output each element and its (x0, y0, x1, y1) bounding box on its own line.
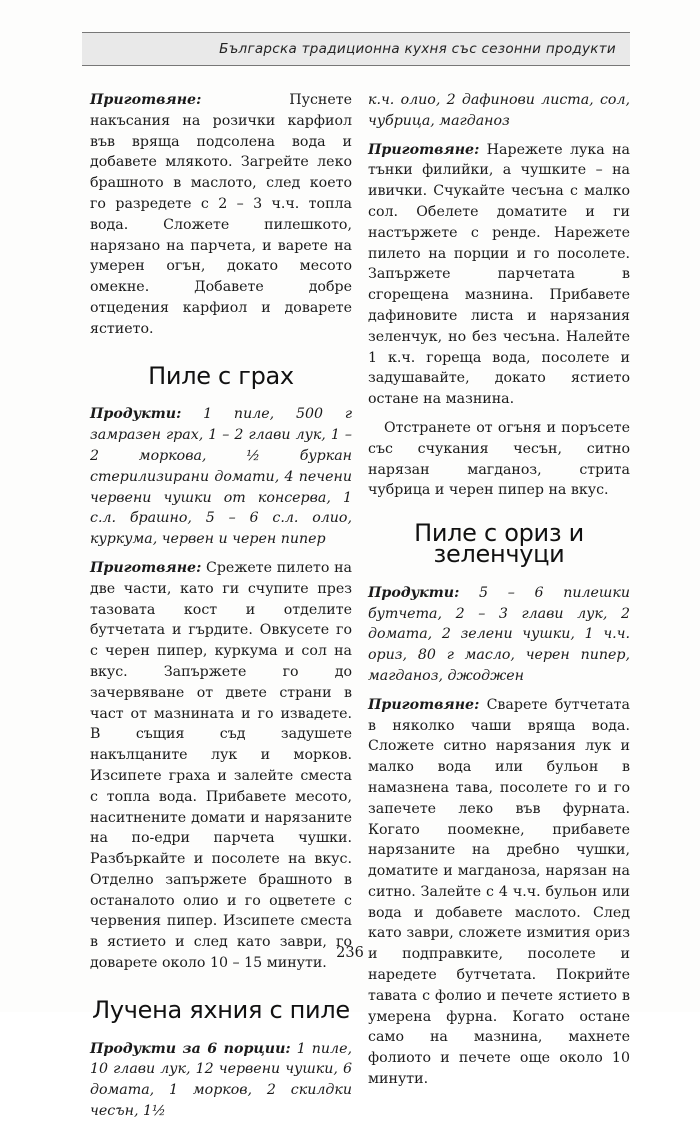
prep-label: Приготвяне: (90, 559, 202, 576)
prep-label: Приготвяне: (368, 141, 480, 158)
prep-label: Приготвяне: (368, 696, 480, 713)
header-title: Българска традиционна кухня със сезонни продукти (219, 41, 616, 57)
page-number: 236 (336, 945, 364, 961)
ingredients-label: Продукти: (368, 584, 460, 601)
prep-label: Приготвяне: (90, 92, 202, 108)
prep-paragraph-2: Отстранете от огъня и поръсете със счукания чесън, ситно нарязан магданоз, стрита чубрица и черен пипер на вкус. (368, 419, 630, 499)
ingredients-paragraph (90, 1039, 352, 1122)
ingredients-text: 1 пиле, 500 г замразен грах, 1 – 2 глави лук, 1 – 2 моркова, ½ буркан стерилизирани домати, 4 печени червени чушки от консерва, 1 с.л. брашно, 5 – 6 с.л. олио, куркума, червен и черен пипер (90, 406, 352, 548)
prep-paragraph-continued (90, 90, 352, 340)
prep-paragraph (368, 140, 630, 410)
ingredients-label: Продукти за 6 порции: (90, 1040, 291, 1057)
ingredients-paragraph (368, 583, 630, 687)
recipe-title-onion-stew: Лучена яхния с пиле (92, 995, 350, 1024)
prep-text: Сварете бутчетата в няколко чаши вряща вода. Сложете ситно нарязания лук и малко вода или бульон в намазнена тава, посолете го и го запечете леко във фурната. Когато поомекне, прибавете нарязаните на дребно чушки, доматите и магданоза, нарязан на ситно. Залейте с 4 ч.ч. бульон или вода и добавете маслото. След като заври, сложете измития ориз и подправките, посолете и наредете бутчетата. Покрийте тавата с фолио и печете ястието в умерена фурна. Когато остане само на мазнина, махнете фолиото и печете още около 10 минути. (368, 696, 630, 1088)
ingredients-continued: к.ч. олио, 2 дафинови листа, сол, чубрица, магданоз (368, 92, 630, 129)
ingredients-text: 5 – 6 пилешки бутчета, 2 – 3 глави лук, 2 домата, 2 зелени чушки, 1 ч.ч. ориз, 80 г масло, черен пипер, магданоз, джоджен (368, 584, 630, 684)
ingredients-label: Продукти: (90, 406, 182, 423)
prep-paragraph (90, 558, 352, 974)
prep-text: Нарежете лука на тънки филийки, а чушките – на ивички. Счукайте чесъна с малко сол. Обелете доматите и ги настържете с ренде. Нарежете пилето на порции и го посолете. Запържете парчетата в сгорещена мазнина. Прибавете дафиновите листа и нарязания зеленчук, но без чесъна. Налейте 1 к.ч. гореща вода, посолете и задушавайте, докато ястието остане на мазнина. (368, 141, 630, 408)
running-header (82, 32, 630, 66)
prep-text: Срежете пилето на две части, като ги счупите през тазовата кост и отделите бутчетата и гърдите. Овкусете го с черен пипер, куркума и сол на вкус. Запържете го до зачервяване от двете страни в част от мазнината и го извадете. В същия съд задушете накълцаните лук и морков. Изсипете граха и залейте сместа с топла вода. Прибавете месото, наситнените домати и нарязаните на по-едри парчета чушки. Разбъркайте и посолете на вкус. Отделно запържете брашното в останалото олио и го оцветете с червения пипер. Изсипете сместа в ястието и след като заври, го доварете около 10 – 15 минути. (90, 559, 352, 972)
recipe-title-chicken-peas: Пиле с грах (148, 361, 294, 390)
prep-text: Пуснете накъсания на розички карфиол във вряща подсолена вода и добавете млякото. Загрейте леко брашното в маслото, след което го разредете с 2 – 3 ч.ч. топла вода. Сложете пилешкото, нарязано на парчета, и варете на умерен огън, докато месото омекне. Добавете добре отцедения карфиол и доварете ястието. (90, 92, 352, 337)
prep-paragraph (368, 695, 630, 1090)
left-column (90, 90, 352, 1130)
ingredients-text: 1 пиле, 10 глави лук, 12 червени чушки, 6 домата, 1 морков, 2 скилдки чесън, 1½ (90, 1040, 352, 1120)
ingredients-paragraph (90, 404, 352, 550)
recipe-title-chicken-rice: Пиле с ориз и зеленчуци (414, 519, 584, 568)
